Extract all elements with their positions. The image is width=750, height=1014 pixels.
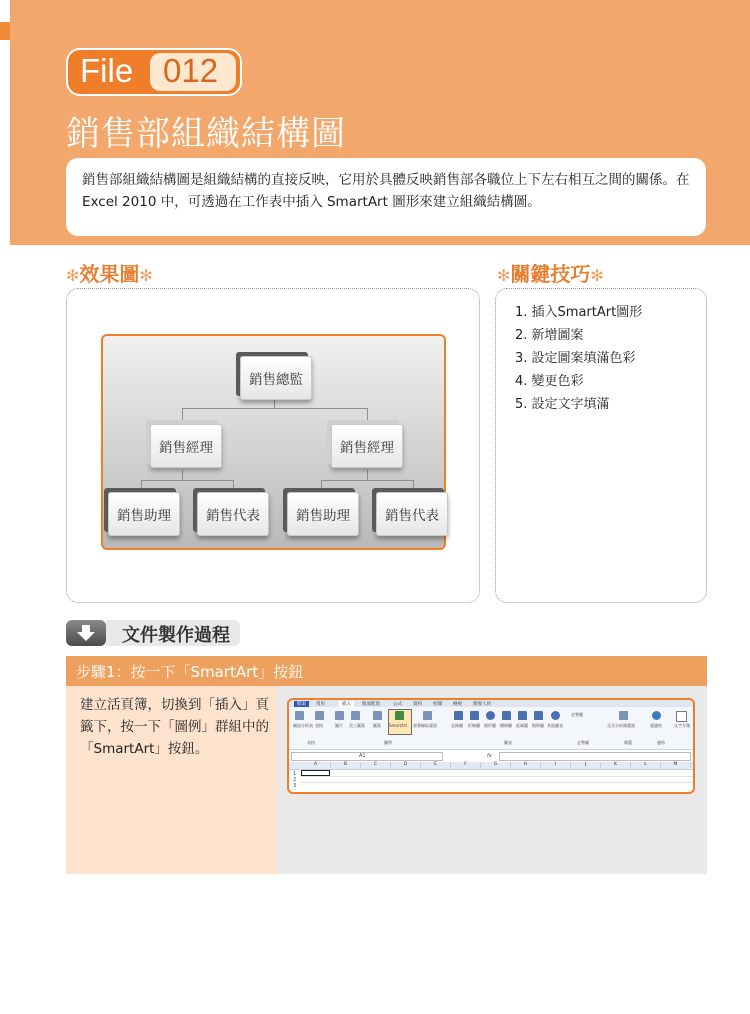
ribbon-label: 圓形圖 [484, 723, 496, 728]
node-manager: 銷售經理 [150, 424, 222, 468]
column-header[interactable]: J [571, 762, 601, 768]
ribbon-label: 直條圖 [451, 723, 463, 728]
connector-line [413, 480, 414, 490]
row-header[interactable]: 2 [293, 777, 297, 783]
screenshot-icon[interactable] [423, 711, 432, 720]
tip-item: 4. 變更色彩 [515, 374, 584, 389]
formula-bar[interactable] [499, 752, 691, 761]
node-representative: 銷售代表 [376, 492, 448, 536]
connector-line [321, 480, 413, 481]
connector-line [321, 480, 322, 490]
file-label: File [80, 52, 134, 89]
shapes-icon[interactable] [373, 711, 382, 720]
row-divider [301, 776, 693, 777]
column-header[interactable]: M [661, 762, 691, 768]
row-header[interactable]: 3 [293, 783, 297, 789]
step-title: 步驟1：按一下「SmartArt」按鈕 [76, 663, 304, 681]
tab-file[interactable]: 檔案 [294, 701, 309, 707]
textbox-icon[interactable] [676, 711, 687, 722]
process-title: 文件製作過程 [122, 625, 230, 646]
node-manager: 銷售經理 [331, 424, 403, 468]
column-header[interactable]: H [511, 762, 541, 768]
connector-line [182, 408, 367, 409]
name-box-value: A1 [359, 753, 366, 759]
step-text: 建立活頁簿，切換到「插入」頁籤下，按一下「圖例」群組中的「SmartArt」按鈕。 [80, 697, 269, 757]
other-chart-icon[interactable] [551, 711, 560, 720]
group-label: 表格 [307, 740, 315, 745]
ribbon-label: SmartArt [389, 723, 408, 728]
intro-text: 銷售部組織結構圖是組織結構的直接反映，它用於具體反映銷售部各職位上下左右相互之間的關係。在 Excel 2010 中，可透過在工作表中插入 SmartArt 圖形來建立組織結構圖。 [82, 172, 690, 210]
column-header[interactable]: B [331, 762, 361, 768]
node-assistant: 銷售助理 [108, 492, 180, 536]
effect-heading [66, 258, 153, 287]
tab-review[interactable]: 校閱 [433, 702, 442, 707]
connector-line [233, 480, 234, 490]
column-header[interactable]: A [301, 762, 331, 768]
slicer-icon[interactable] [619, 711, 628, 720]
effect-title: 效果圖 [79, 262, 140, 286]
ribbon-label: 螢幕擷取畫面 [413, 723, 437, 728]
connector-line [141, 480, 142, 490]
node-assistant: 銷售助理 [287, 492, 359, 536]
column-header[interactable]: K [601, 762, 631, 768]
download-icon [66, 620, 106, 646]
formula-icon: fx [487, 753, 492, 759]
group-label: 篩選 [624, 740, 632, 745]
pivot-table-icon[interactable] [295, 711, 304, 720]
column-header[interactable]: C [361, 762, 391, 768]
tip-item: 2. 新增圖案 [515, 328, 584, 343]
file-number: 012 [163, 52, 219, 89]
pie-chart-icon[interactable] [486, 711, 495, 720]
ribbon-label: 其他圖表 [547, 723, 563, 728]
connector-line [182, 470, 183, 480]
column-header[interactable]: D [391, 762, 421, 768]
column-chart-icon[interactable] [454, 711, 463, 720]
ribbon-label: 折線圖 [468, 723, 480, 728]
ribbon-label: 橫條圖 [500, 723, 512, 728]
ribbon-label: 散佈圖 [532, 723, 544, 728]
group-label: 圖表 [504, 740, 512, 745]
ribbon-label[interactable]: 走勢圖 [571, 712, 583, 717]
tab-insert[interactable]: 插入 [339, 701, 354, 707]
row-divider [301, 782, 693, 783]
ribbon-label: 表格 [315, 723, 323, 728]
node-representative: 銷售代表 [197, 492, 269, 536]
bar-chart-icon[interactable] [502, 711, 511, 720]
connector-line [367, 408, 368, 420]
tab-data[interactable]: 資料 [413, 702, 422, 707]
excel-screenshot [287, 698, 695, 794]
connector-line [182, 408, 183, 420]
star-icon: ✻ [139, 266, 153, 285]
star-icon: ✻ [497, 266, 511, 285]
smartart-icon [395, 711, 404, 720]
tip-item: 3. 設定圖案填滿色彩 [515, 351, 636, 366]
node-director: 銷售總監 [240, 356, 312, 400]
star-icon: ✻ [66, 266, 80, 285]
table-icon[interactable] [315, 711, 324, 720]
star-icon: ✻ [590, 266, 604, 285]
tab-home[interactable]: 常用 [316, 702, 325, 707]
hyperlink-icon[interactable] [652, 711, 661, 720]
group-label: 連結 [657, 740, 665, 745]
scatter-chart-icon[interactable] [534, 711, 543, 720]
tips-heading [497, 258, 604, 287]
tab-formulas[interactable]: 公式 [393, 702, 402, 707]
connector-line [141, 480, 233, 481]
connector-line [367, 470, 368, 480]
ribbon-label: 交叉分析篩選器 [607, 723, 635, 728]
picture-icon[interactable] [335, 711, 344, 720]
clipart-icon[interactable] [351, 711, 360, 720]
ribbon-label: 樞紐分析表 [293, 723, 313, 728]
ribbon-label: 文字方塊 [674, 723, 690, 728]
header-stripe [0, 22, 10, 40]
page-title: 銷售部組織結構圖 [66, 114, 346, 154]
tab-view[interactable]: 檢視 [453, 702, 462, 707]
ribbon-label: 圖案 [373, 723, 381, 728]
group-label: 走勢圖 [577, 740, 589, 745]
column-header[interactable]: L [631, 762, 661, 768]
group-label: 圖例 [384, 740, 392, 745]
line-chart-icon[interactable] [470, 711, 479, 720]
ribbon-label: 圖片 [335, 723, 343, 728]
column-header[interactable]: E [421, 762, 451, 768]
name-box[interactable] [291, 752, 443, 761]
tips-list [515, 301, 700, 416]
tab-layout[interactable]: 版面配置 [362, 702, 380, 707]
ribbon-label: 美工圖案 [349, 723, 365, 728]
area-chart-icon[interactable] [518, 711, 527, 720]
org-chart [101, 334, 446, 550]
ribbon-label: 超連結 [650, 723, 662, 728]
tip-item: 1. 插入SmartArt圖形 [515, 305, 643, 320]
tab-developer[interactable]: 開發人員 [473, 702, 491, 707]
column-header[interactable]: G [481, 762, 511, 768]
column-header[interactable]: I [541, 762, 571, 768]
tips-title: 關鍵技巧 [510, 262, 591, 286]
ribbon-label: 區域圖 [516, 723, 528, 728]
column-header[interactable]: F [451, 762, 481, 768]
tip-item: 5. 設定文字填滿 [515, 397, 610, 412]
row-header[interactable]: 1 [293, 771, 297, 777]
